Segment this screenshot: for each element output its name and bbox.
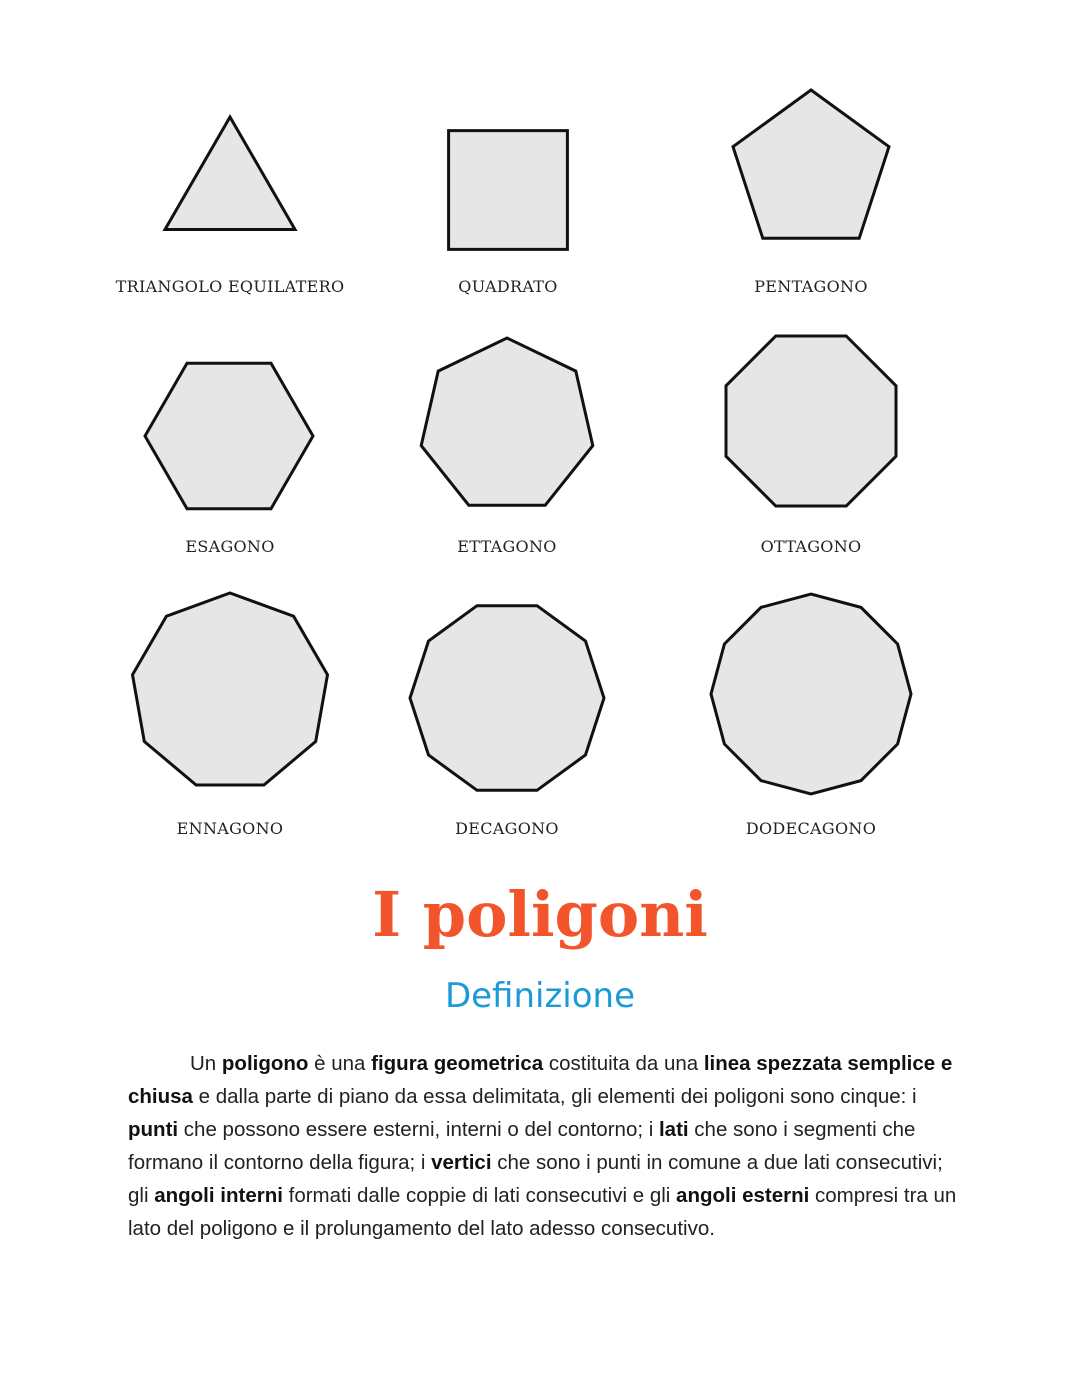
definition-paragraph	[128, 1047, 958, 1245]
text-run: Un	[190, 1052, 222, 1075]
text-run: che sono i punti in comune a due lati consecutivi; gli	[128, 1151, 943, 1207]
ettagono-shape	[421, 338, 593, 505]
label-quadrato: QUADRATO	[458, 277, 558, 296]
text-run: che sono i segmenti che formano il contorno della figura; i	[128, 1118, 916, 1174]
esagono-shape	[145, 363, 313, 508]
term-punti: punti	[128, 1118, 179, 1141]
decagono-shape	[410, 606, 604, 791]
quadrato-shape	[449, 131, 568, 250]
term-lati: lati	[658, 1118, 689, 1141]
dodecagono-shape	[711, 594, 911, 794]
pentagono-shape	[733, 90, 889, 238]
term-linea-spezzata: linea spezzata semplice e chiusa	[128, 1052, 953, 1108]
text-run: formati dalle coppie di lati consecutivi e gli	[282, 1184, 677, 1207]
label-decagono: DECAGONO	[455, 819, 559, 838]
label-triangolo-equilatero: TRIANGOLO EQUILATERO	[115, 277, 345, 296]
term-vertici: vertici	[431, 1151, 492, 1174]
text-run: è una	[308, 1052, 372, 1075]
ennagono-shape	[133, 593, 328, 785]
text-run: che possono essere esterni, interni o del contorno; i	[178, 1118, 659, 1141]
triangolo-equilatero-shape	[165, 117, 295, 230]
ottagono-shape	[726, 336, 896, 506]
page-title: I poligoni	[372, 878, 708, 951]
text-run: e dalla parte di piano da essa delimitata, gli elementi dei poligoni sono cinque: i	[192, 1085, 917, 1108]
text-run: compresi tra un lato del poligono e il prolungamento del lato adesso consecutivo.	[128, 1184, 957, 1240]
term-poligono: poligono	[221, 1052, 309, 1075]
label-ottagono: OTTAGONO	[760, 537, 862, 556]
label-esagono: ESAGONO	[185, 537, 275, 556]
label-dodecagono: DODECAGONO	[745, 819, 877, 838]
label-ennagono: ENNAGONO	[176, 819, 284, 838]
term-figura-geometrica: figura geometrica	[371, 1052, 544, 1075]
term-angoli-interni: angoli interni	[154, 1184, 283, 1207]
label-ettagono: ETTAGONO	[457, 537, 557, 556]
term-angoli-esterni: angoli esterni	[676, 1184, 810, 1207]
label-pentagono: PENTAGONO	[754, 277, 868, 296]
section-subtitle: Definizione	[444, 976, 636, 1016]
text-run: costituita da una	[543, 1052, 704, 1075]
